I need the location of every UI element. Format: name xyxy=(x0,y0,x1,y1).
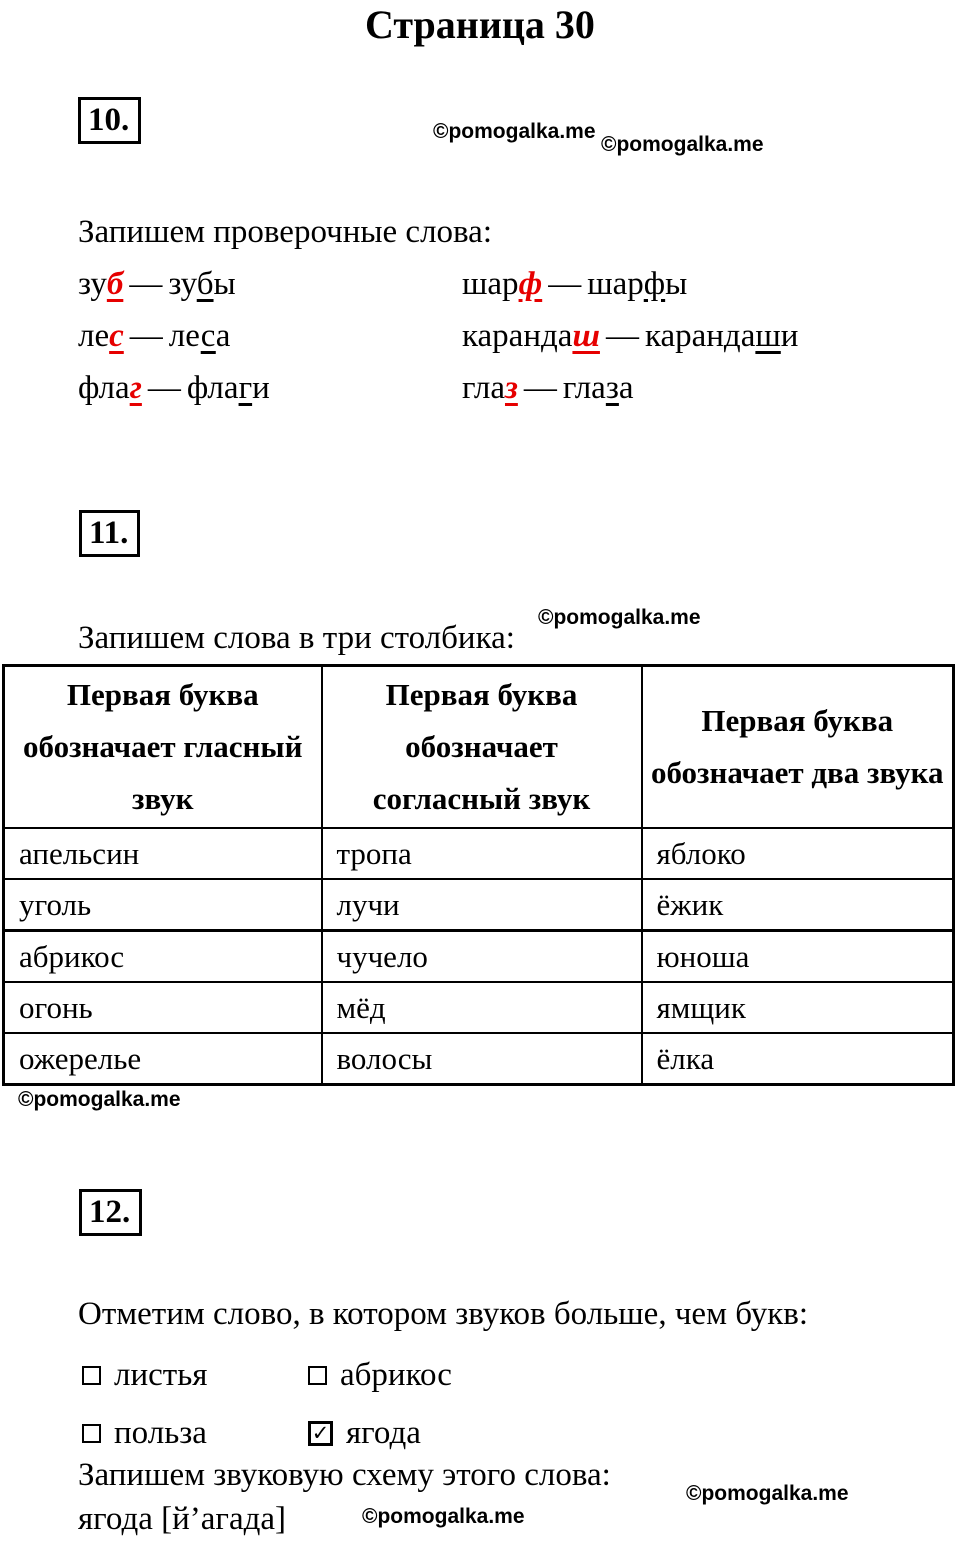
dash: — xyxy=(548,266,582,302)
table-row xyxy=(4,931,954,983)
table-cell: мёд xyxy=(322,982,642,1033)
exercise-10-word-pairs xyxy=(78,258,918,414)
underlined-letter: с xyxy=(200,318,216,354)
checkbox-unchecked[interactable] xyxy=(308,1366,327,1385)
table-cell: волосы xyxy=(322,1033,642,1085)
word-pair-row xyxy=(78,310,918,362)
option-label: листья xyxy=(114,1356,208,1393)
word-base-prefix: ле xyxy=(78,318,110,354)
exercise-10-number: 10. xyxy=(78,97,141,144)
watermark: ©pomogalka.me xyxy=(433,120,596,143)
watermark: ©pomogalka.me xyxy=(18,1088,181,1111)
table-header-row xyxy=(4,666,954,829)
exercise-12-number: 12. xyxy=(79,1189,142,1236)
table-cell: тропа xyxy=(322,828,642,879)
underlined-letter: ф xyxy=(643,266,666,302)
exercise-10 xyxy=(78,206,918,414)
dash: — xyxy=(147,370,181,406)
word-result-suffix: и xyxy=(252,370,270,406)
table-cell: юноша xyxy=(642,931,954,983)
word-result-suffix: ы xyxy=(213,266,236,302)
table-row xyxy=(4,1033,954,1085)
table-header-cell: Первая буква обозначает два звука xyxy=(642,666,954,829)
word-result-prefix: каранда xyxy=(644,318,756,354)
option-label: абрикос xyxy=(340,1356,452,1393)
word-result-prefix: фла xyxy=(186,370,239,406)
table-cell: ямщик xyxy=(642,982,954,1033)
three-columns-table-top xyxy=(2,664,955,932)
table-cell: чучело xyxy=(322,931,642,983)
word-pair xyxy=(462,362,634,414)
checked-letter: с xyxy=(109,318,124,354)
dash: — xyxy=(129,318,163,354)
underlined-letter: б xyxy=(196,266,214,302)
word-result-prefix: шар xyxy=(587,266,644,302)
option-item xyxy=(308,1404,452,1462)
dash: — xyxy=(605,318,639,354)
word-base-prefix: шар xyxy=(462,266,519,302)
option-item xyxy=(82,1404,308,1462)
exercise-12-options xyxy=(82,1346,452,1462)
table-row xyxy=(4,982,954,1033)
page-title: Страница 30 xyxy=(365,2,595,47)
word-base-prefix: гла xyxy=(462,370,505,406)
table-header-cell: Первая буква обозначает гласный звук xyxy=(4,666,322,829)
checked-letter: з xyxy=(504,370,518,406)
checked-letter: г xyxy=(129,370,142,406)
word-base-prefix: фла xyxy=(78,370,130,406)
checked-letter: ф xyxy=(518,266,543,302)
watermark: ©pomogalka.me xyxy=(538,606,701,629)
word-result-suffix: и xyxy=(780,318,799,354)
word-pair xyxy=(78,310,462,362)
sound-scheme-intro: Запишем звуковую схему этого слова: xyxy=(78,1457,611,1493)
checkbox-checked[interactable] xyxy=(308,1421,333,1446)
table-cell: огонь xyxy=(4,982,322,1033)
table-cell: уголь xyxy=(4,879,322,931)
exercise-11-number: 11. xyxy=(79,510,140,557)
watermark: ©pomogalka.me xyxy=(601,133,764,156)
dash: — xyxy=(129,266,163,302)
word-pair xyxy=(462,310,798,362)
word-pair xyxy=(462,258,687,310)
option-item xyxy=(82,1346,308,1404)
word-base-prefix: зу xyxy=(78,266,107,302)
option-item xyxy=(308,1346,452,1404)
checkbox-unchecked[interactable] xyxy=(82,1424,101,1443)
word-pair-row xyxy=(78,258,918,310)
exercise-12-intro: Отметим слово, в котором звуков больше, чем букв: xyxy=(78,1296,809,1332)
word-base-prefix: каранда xyxy=(462,318,573,354)
sound-scheme-answer: ягода [й’агада] xyxy=(78,1501,287,1537)
word-result-suffix: а xyxy=(618,370,634,406)
table-cell: лучи xyxy=(322,879,642,931)
word-pair xyxy=(78,362,462,414)
option-label: ягода xyxy=(346,1414,421,1451)
word-result-prefix: зу xyxy=(168,266,197,302)
watermark: ©pomogalka.me xyxy=(686,1482,849,1505)
option-label: польза xyxy=(114,1414,207,1451)
table-cell: ожерелье xyxy=(4,1033,322,1085)
word-result-suffix: ы xyxy=(665,266,688,302)
dash: — xyxy=(523,370,557,406)
exercise-10-intro: Запишем проверочные слова: xyxy=(78,214,492,250)
table-cell: ёжик xyxy=(642,879,954,931)
checked-letter: б xyxy=(106,266,124,302)
table-cell: абрикос xyxy=(4,931,322,983)
underlined-letter: ш xyxy=(755,318,781,354)
word-pair xyxy=(78,258,462,310)
word-pair-row xyxy=(78,362,918,414)
word-result-prefix: гла xyxy=(562,370,606,406)
table-row xyxy=(4,828,954,879)
checked-letter: ш xyxy=(572,318,600,354)
checkbox-unchecked[interactable] xyxy=(82,1366,101,1385)
table-cell: апельсин xyxy=(4,828,322,879)
checkmark-icon: ✓ xyxy=(311,1420,330,1445)
underlined-letter: г xyxy=(238,370,253,406)
exercise-11-intro: Запишем слова в три столбика: xyxy=(78,620,515,656)
underlined-letter: з xyxy=(605,370,619,406)
watermark: ©pomogalka.me xyxy=(362,1505,525,1528)
word-result-suffix: а xyxy=(215,318,231,354)
word-result-prefix: ле xyxy=(168,318,201,354)
three-columns-table-bottom xyxy=(2,929,955,1086)
table-cell: ёлка xyxy=(642,1033,954,1085)
table-cell: яблоко xyxy=(642,828,954,879)
table-row xyxy=(4,879,954,931)
table-header-cell: Первая буква обозначает согласный звук xyxy=(322,666,642,829)
